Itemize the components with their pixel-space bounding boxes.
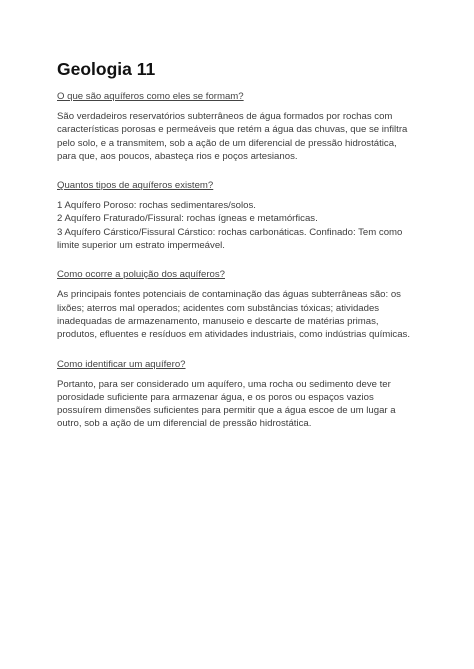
section-paragraph — [57, 110, 422, 163]
list-item: limite superior um estrato impermeável. — [57, 240, 225, 252]
list-item: 3 Aquífero Cárstico/Fissural Cárstico: rochas carbonáticas. Confinado: Tem como — [57, 226, 403, 238]
document-body — [57, 58, 422, 447]
paragraph-line: possuírem dimensões suficientes para permitir que a água escoe de um lugar a — [57, 405, 396, 417]
paragraph-line: inadequadas de armazenamento, manuseio e descarte de matérias primas, — [57, 315, 379, 327]
paragraph-line: Portanto, para ser considerado um aquífero, uma rocha ou sedimento deve ter — [57, 378, 391, 390]
section-formation — [57, 90, 422, 163]
section-identification — [57, 358, 422, 431]
paragraph-line: lixões; aterros mal operados; acidentes com substâncias tóxicas; atividades — [57, 302, 380, 314]
list-item: 2 Aquífero Fraturado/Fissural: rochas ígneas e metamórficas. — [57, 213, 318, 225]
paragraph-line: para que, aos poucos, abasteça rios e poços artesianos. — [57, 150, 298, 162]
paragraph-line: porosidade suficiente para armazenar água, e os poros ou espaços vazios — [57, 391, 374, 403]
section-types — [57, 179, 422, 252]
section-question: Quantos tipos de aquíferos existem? — [57, 180, 214, 192]
list-item: 1 Aquífero Poroso: rochas sedimentares/solos. — [57, 200, 256, 212]
paragraph-line: características porosas e permeáveis que retém a água das chuvas, que se infiltra — [57, 124, 408, 136]
paragraph-line: pelo solo, e a transmitem, sob a ação de um diferencial de pressão hidrostática, — [57, 137, 397, 149]
paragraph-line: As principais fontes potenciais de contaminação das águas subterrâneas são: os — [57, 289, 401, 301]
section-question: Como ocorre a poluição dos aquíferos? — [57, 269, 225, 281]
section-paragraph — [57, 288, 422, 341]
paragraph-line: outro, sob a ação de um diferencial de pressão hidrostática. — [57, 418, 312, 430]
section-question: Como identificar um aquífero? — [57, 358, 186, 370]
section-paragraph — [57, 199, 422, 252]
section-question: O que são aquíferos como eles se formam? — [57, 91, 244, 102]
paragraph-line: produtos, efluentes e resíduos em atividades industriais, como indústrias químicas. — [57, 329, 411, 341]
paragraph-line: São verdadeiros reservatórios subterrâneos de água formados por rochas com — [57, 111, 393, 122]
section-pollution — [57, 268, 422, 341]
page-title: Geologia 11 — [57, 59, 156, 79]
section-paragraph — [57, 378, 422, 431]
